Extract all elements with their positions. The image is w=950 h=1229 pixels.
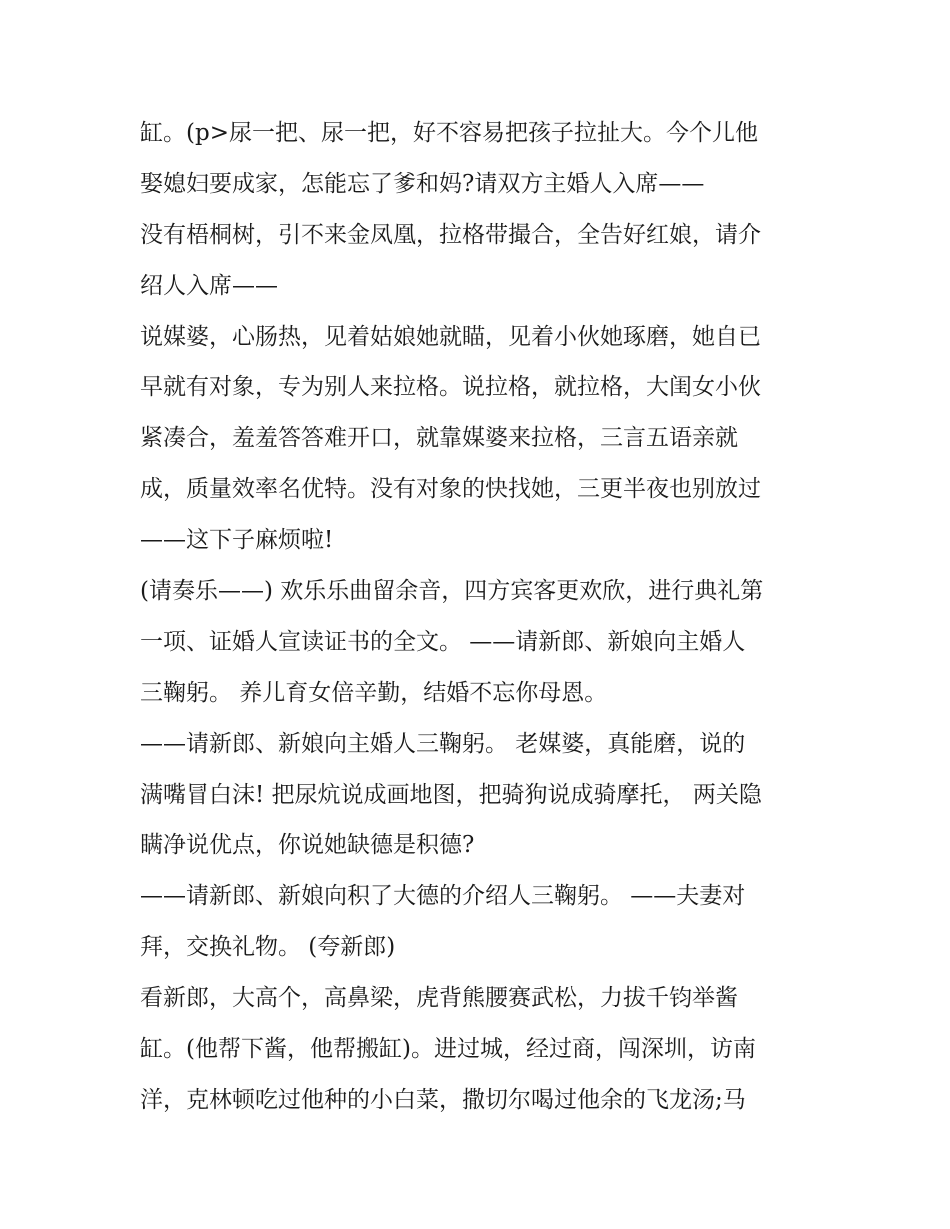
text-line: 瞒净说优点，你说她缺德是积德? bbox=[140, 832, 475, 859]
text-line: 一项、证婚人宣读证书的全文。 ——请新郎、新娘向主婚人 bbox=[140, 628, 746, 655]
text-line: 拜，交换礼物。 (夸新郎) bbox=[140, 934, 396, 961]
text-line: ——这下子麻烦啦! bbox=[140, 527, 334, 554]
text-line: 看新郎，大高个，高鼻梁，虎背熊腰赛武松，力拔千钧举酱 bbox=[140, 985, 738, 1012]
text-line: ——请新郎、新娘向主婚人三鞠躬。 老媒婆，真能磨，说的 bbox=[140, 730, 746, 757]
text-line: 说媒婆，心肠热，见着姑娘她就瞄，见着小伙她琢磨，她自已 bbox=[140, 323, 761, 350]
text-line: 洋，克林顿吃过他种的小白菜，撒切尔喝过他余的飞龙汤;马 bbox=[140, 1086, 746, 1113]
text-line: 满嘴冒白沫! 把尿炕说成画地图，把骑狗说成骑摩托， 两关隐 bbox=[140, 781, 762, 808]
text-line: ——请新郎、新娘向积了大德的介绍人三鞠躬。 ——夫妻对 bbox=[140, 883, 746, 910]
text-line: 缸。(他帮下酱，他帮搬缸)。进过城，经过商，闯深圳，访南 bbox=[140, 1036, 756, 1063]
text-line: 绍人入席—— bbox=[140, 272, 278, 299]
text-line: 没有梧桐树，引不来金凤凰，拉格带撮合，全告好红娘，请介 bbox=[140, 221, 761, 248]
text-line: 三鞠躬。 养儿育女倍辛勤，结婚不忘你母恩。 bbox=[140, 679, 608, 706]
text-line: 紧凑合，羞羞答答难开口，就靠媒婆来拉格，三言五语亲就 bbox=[140, 425, 738, 452]
text-line: (请奏乐——) 欢乐乐曲留余音，四方宾客更欢欣，进行典礼第 bbox=[140, 578, 764, 605]
text-line: 缸。(p>尿一把、尿一把，好不容易把孩子拉扯大。今个儿他 bbox=[140, 120, 758, 146]
text-line: 娶媳妇要成家，怎能忘了爹和妈?请双方主婚人入席—— bbox=[140, 170, 705, 197]
text-line: 早就有对象，专为别人来拉格。说拉格，就拉格，大闺女小伙 bbox=[140, 374, 761, 401]
text-line: 成，质量效率名优特。没有对象的快找她，三更半夜也别放过 bbox=[140, 476, 761, 503]
document-body bbox=[140, 108, 820, 1126]
